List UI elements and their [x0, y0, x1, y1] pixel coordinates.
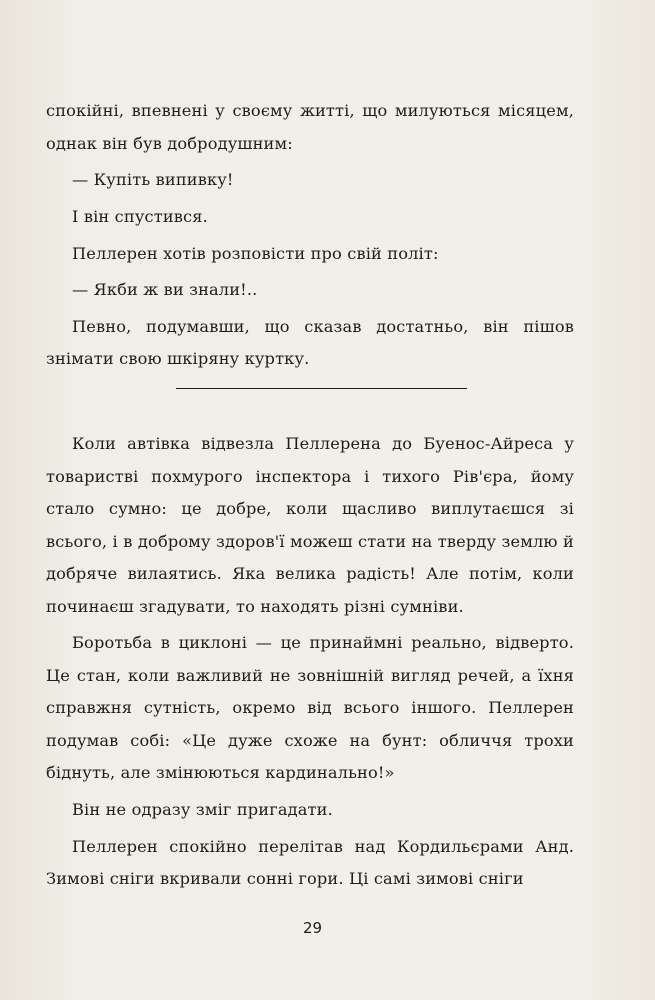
dialogue-line: — Якби ж ви знали!..: [72, 280, 258, 300]
text-section-2: [46, 428, 574, 900]
paragraph: Боротьба в циклоні — це принаймні реально, відверто. Це стан, коли важливий не зовнішній вигляд речей, а їхня справжня сутність, окремо від всього іншого. Пеллерен подумав собі: «Це дуже схоже на бунт: обличчя трохи біднуть, але змінюються кардинально!»: [46, 633, 574, 783]
text-section-1: [46, 95, 574, 380]
section-divider: [176, 388, 467, 389]
page-number: 29: [302, 919, 323, 937]
paragraph: Коли автівка відвезла Пеллерена до Буенос-Айреса у товаристві похмурого інспектора і тихого Рів'єра, йому стало сумно: це добре, коли щасливо виплутаєшся зі всього, і в доброму здоров'ї можеш стати на тверду землю й добряче вилаятись. Яка велика радість! Але потім, коли починаєш згадувати, то находять різні сумніви.: [46, 434, 574, 616]
paragraph: спокійні, впевнені у своєму житті, що милуються місяцем, однак він був добродушним:: [46, 101, 574, 153]
paragraph: Пеллерен хотів розповісти про свій політ:: [72, 243, 439, 263]
paragraph: Він не одразу зміг пригадати.: [72, 799, 333, 819]
paragraph: Певно, подумавши, що сказав достатньо, він пішов знімати свою шкіряну куртку.: [46, 316, 574, 369]
dialogue-line: — Купіть випивку!: [72, 170, 234, 190]
paragraph: Пеллерен спокійно перелітав над Кордильєрами Анд. Зимові сніги вкривали сонні гори. Ці самі зимові сніги: [46, 836, 574, 889]
paragraph: І він спустився.: [72, 206, 208, 226]
